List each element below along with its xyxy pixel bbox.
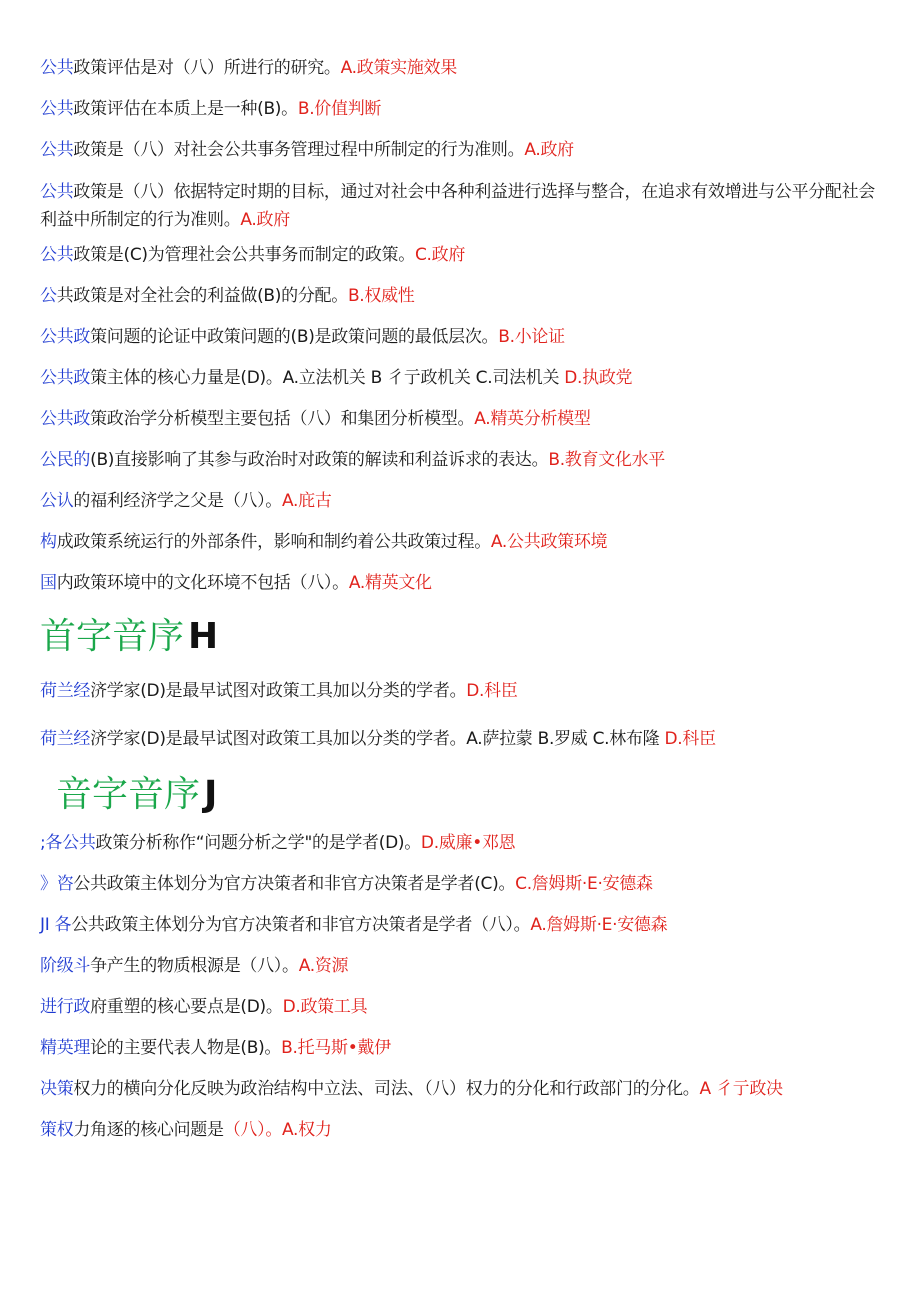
qa-item (40, 364, 882, 392)
section-g (40, 54, 882, 597)
item-answer: A.政府 (240, 210, 290, 230)
item-question: 政策是(C)为管理社会公共事务而制定的政策。 (73, 245, 415, 265)
item-answer: B.价值判断 (297, 99, 382, 119)
item-answer: C.政府 (414, 245, 466, 265)
item-lead: 》咨 (40, 874, 74, 894)
item-question: 共政策是对全社会的利益做(B)的分配。 (56, 286, 348, 306)
item-lead: 荷兰经 (40, 681, 91, 701)
item-question: 内政策环境中的文化环境不包括（八）。 (56, 573, 349, 593)
qa-item (40, 725, 882, 753)
item-answer: （八）。A.权力 (223, 1120, 332, 1140)
item-answer: A.资源 (298, 956, 349, 976)
item-question: 的福利经济学之父是（八）。 (73, 491, 283, 511)
qa-item (40, 1075, 882, 1103)
qa-item (40, 1116, 882, 1144)
item-answer: A 彳亍政决 (699, 1079, 783, 1099)
item-lead: 公民的 (40, 450, 91, 470)
item-answer: B.小论证 (498, 327, 565, 347)
section-heading (40, 773, 882, 817)
item-question: 政策分析称作“问题分析之学"的是学者(D)。 (95, 833, 421, 853)
section-j (40, 773, 882, 1144)
qa-item (40, 870, 882, 898)
item-lead: 公共 (40, 58, 74, 78)
item-lead: JI 各 (40, 915, 72, 935)
item-question: 府重塑的核心要点是(D)。 (90, 997, 283, 1017)
qa-item (40, 95, 882, 123)
qa-item (40, 282, 882, 310)
heading-letter: H (188, 616, 219, 657)
item-question: 成政策系统运行的外部条件，影响和制约着公共政策过程。 (56, 532, 491, 552)
item-lead: 公共政 (40, 368, 91, 388)
item-question: 政策是（八）对社会公共事务管理过程中所制定的行为准则。 (73, 140, 525, 160)
qa-item (40, 952, 882, 980)
qa-item (40, 829, 882, 857)
item-answer: B.教育文化水平 (548, 450, 666, 470)
item-question: 济学家(D)是最早试图对政策工具加以分类的学者。 (90, 681, 467, 701)
document-body (40, 48, 882, 1144)
item-question: 公共政策主体划分为官方决策者和非官方决策者是学者(C)。 (73, 874, 516, 894)
item-lead: 公共 (40, 140, 74, 160)
item-answer: D.科臣 (664, 729, 716, 749)
item-question: 政策评估在本质上是一种(B)。 (73, 99, 298, 119)
qa-item (40, 54, 882, 82)
qa-item (40, 1034, 882, 1062)
item-answer: D.科臣 (466, 681, 518, 701)
item-question: 济学家(D)是最早试图对政策工具加以分类的学者。A.萨拉蒙 B.罗威 C.林布隆 (90, 729, 660, 749)
item-question: 策主体的核心力量是(D)。A.立法机关 B 彳亍政机关 C.司法机关 (90, 368, 560, 388)
item-lead: 决策 (40, 1079, 74, 1099)
item-answer: A.庇古 (282, 491, 332, 511)
item-answer: C.詹姆斯·E·安德森 (515, 874, 653, 894)
item-lead: 进行政 (40, 997, 91, 1017)
item-answer: B.托马斯•戴伊 (281, 1038, 391, 1058)
section-h (40, 615, 882, 753)
item-lead: 公共 (40, 182, 74, 202)
item-lead: 策权 (40, 1120, 74, 1140)
qa-item (40, 405, 882, 433)
item-answer: A.精英文化 (348, 573, 432, 593)
heading-text: 首字音序 (40, 616, 185, 657)
item-lead: 公 (40, 286, 57, 306)
item-lead: 精英理 (40, 1038, 91, 1058)
item-question: 论的主要代表人物是(B)。 (90, 1038, 282, 1058)
item-answer: A.政府 (524, 140, 574, 160)
item-answer: B.权威性 (347, 286, 415, 306)
qa-item (40, 569, 882, 597)
item-question: 争产生的物质根源是（八）。 (90, 956, 299, 976)
qa-item (40, 323, 882, 351)
item-answer: A.公共政策环境 (490, 532, 608, 552)
item-lead: 公共 (40, 245, 74, 265)
item-answer: D.政策工具 (282, 997, 368, 1017)
item-answer: A.政策实施效果 (340, 58, 457, 78)
section-heading (40, 615, 882, 659)
item-question: 公共政策主体划分为官方决策者和非官方决策者是学者（八）。 (71, 915, 531, 935)
qa-item (40, 487, 882, 515)
item-question: (B)直接影响了其参与政治时对政策的解读和利益诉求的表达。 (90, 450, 549, 470)
item-question: 政策是（八）依据特定时期的目标，通过对社会中各种利益进行选择与整合，在追求有效增进与公平分配社会利益中所制定的行为准则。 (40, 182, 876, 230)
item-lead: ;各公共 (40, 833, 96, 853)
item-lead: 公共政 (40, 327, 91, 347)
item-lead: 荷兰经 (40, 729, 91, 749)
qa-item (40, 993, 882, 1021)
item-question: 力角逐的核心问题是 (73, 1120, 224, 1140)
item-lead: 阶级斗 (40, 956, 91, 976)
heading-letter: J (204, 774, 218, 815)
item-lead: 公共 (40, 99, 74, 119)
item-answer: D.执政党 (564, 368, 633, 388)
item-lead: 公认 (40, 491, 74, 511)
qa-item (40, 136, 882, 164)
item-answer: A.詹姆斯·E·安德森 (530, 915, 668, 935)
item-question: 权力的横向分化反映为政治结构中立法、司法、（八）权力的分化和行政部门的分化。 (73, 1079, 700, 1099)
item-question: 政策评估是对（八）所进行的研究。 (73, 58, 341, 78)
item-question: 策问题的论证中政策问题的(B)是政策问题的最低层次。 (90, 327, 499, 347)
item-answer: A.精英分析模型 (474, 409, 591, 429)
item-answer: D.威廉•邓恩 (420, 833, 516, 853)
item-question: 策政治学分析模型主要包括（八）和集团分析模型。 (90, 409, 475, 429)
qa-item (40, 677, 882, 705)
qa-item (40, 528, 882, 556)
qa-item (40, 178, 882, 234)
qa-item (40, 911, 882, 939)
qa-item (40, 446, 882, 474)
qa-item (40, 241, 882, 269)
item-lead: 公共政 (40, 409, 91, 429)
heading-text: 音字音序 (56, 774, 201, 815)
item-lead: 国 (40, 573, 57, 593)
item-lead: 构 (40, 532, 57, 552)
